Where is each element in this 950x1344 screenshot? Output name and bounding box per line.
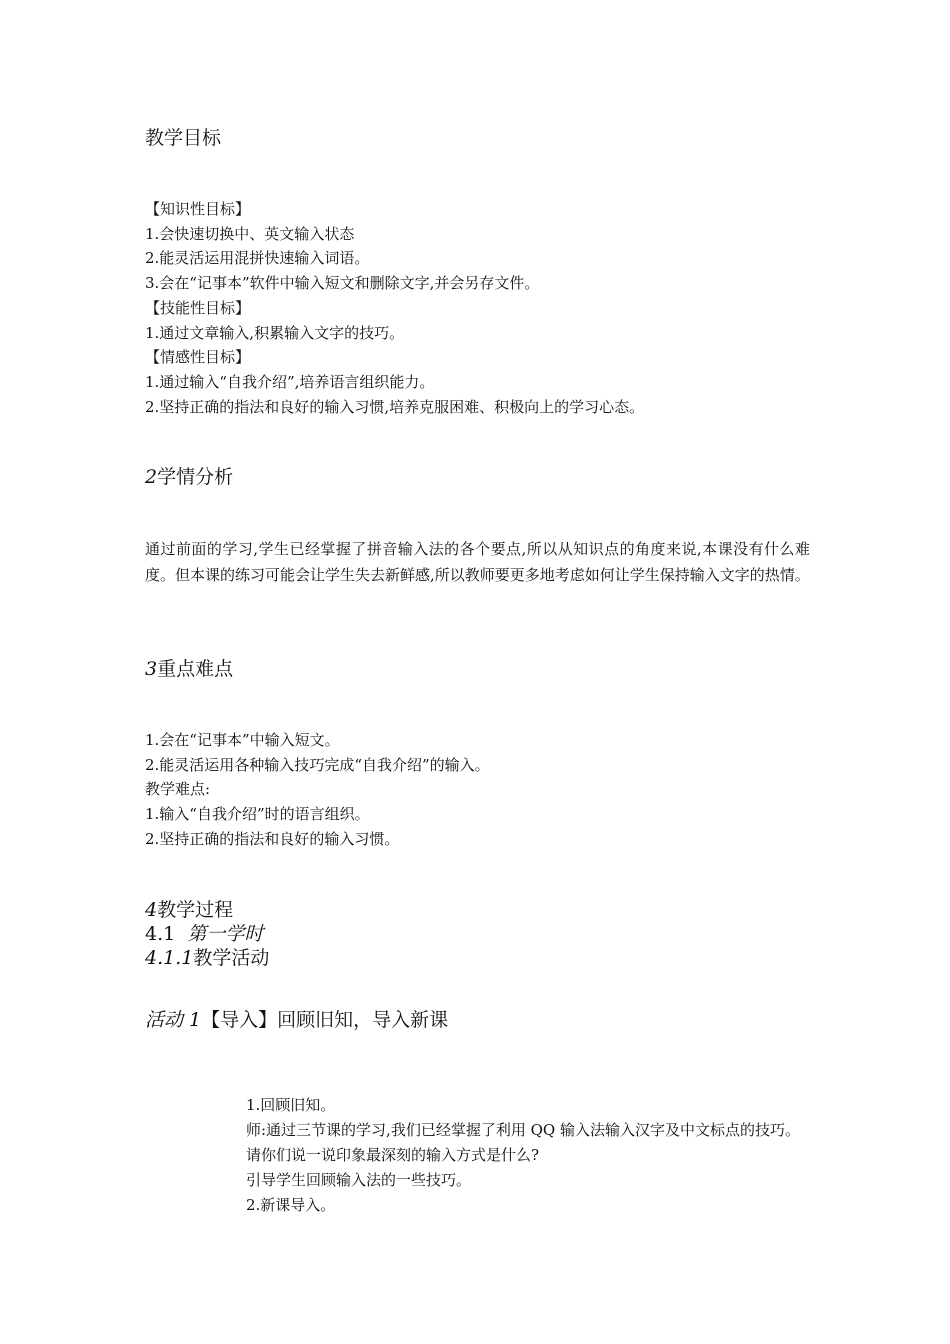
- activity-line: 1.回顾旧知。: [246, 1096, 336, 1114]
- keypoints-number: 3: [145, 658, 158, 680]
- process-heading: [145, 898, 233, 922]
- process-subsub-title: 教学活动: [193, 947, 270, 969]
- analysis-title: 学情分析: [157, 466, 234, 488]
- keypoints-title: 重点难点: [157, 658, 234, 680]
- difficulty-item: 1.输入“自我介绍”时的语言组织。: [145, 805, 370, 823]
- analysis-heading: [145, 465, 233, 489]
- process-subsubheading: [145, 946, 269, 970]
- process-number: 4: [145, 899, 158, 921]
- activity-title: 【导入】回顾旧知，导入新课: [201, 1009, 449, 1031]
- activity-line: 引导学生回顾输入法的一些技巧。: [246, 1171, 472, 1189]
- activity-content: [246, 1093, 808, 1218]
- activity-line: 师:通过三节课的学习,我们已经掌握了利用 QQ 输入法输入汉字及中文标点的技巧。请你们说一说印象最深刻的输入方式是什么?: [246, 1121, 800, 1164]
- skill-item: 1.通过文章输入,积累输入文字的技巧。: [145, 324, 405, 342]
- emotion-label: 【情感性目标】: [145, 348, 251, 366]
- activity-prefix: 活动 1: [145, 1009, 202, 1031]
- knowledge-item: 2.能灵活运用混拼快速输入词语。: [145, 249, 370, 267]
- keypoint-item: 1.会在“记事本”中输入短文。: [145, 731, 340, 749]
- process-title: 教学过程: [157, 899, 234, 921]
- keypoint-item: 2.能灵活运用各种输入技巧完成“自我介绍”的输入。: [145, 756, 490, 774]
- emotion-item: 2.坚持正确的指法和良好的输入习惯,培养克服困难、积极向上的学习心态。: [145, 398, 645, 416]
- keypoints-heading: [145, 657, 233, 681]
- objectives-heading: [145, 126, 221, 150]
- process-sub-title: 第一学时: [187, 923, 264, 945]
- activity-heading: [145, 1008, 448, 1032]
- objectives-title: 教学目标: [145, 127, 222, 149]
- process-subheading: [145, 922, 263, 946]
- process-subsub-number: 4.1.1: [145, 947, 194, 969]
- difficulty-item: 2.坚持正确的指法和良好的输入习惯。: [145, 830, 400, 848]
- emotion-item: 1.通过输入“自我介绍”,培养语言组织能力。: [145, 373, 435, 391]
- knowledge-item: 3.会在“记事本”软件中输入短文和删除文字,并会另存文件。: [145, 274, 540, 292]
- difficulty-label: 教学难点:: [145, 780, 211, 798]
- activity-line: 2.新课导入。: [246, 1196, 336, 1214]
- knowledge-label: 【知识性目标】: [145, 200, 251, 218]
- skill-label: 【技能性目标】: [145, 299, 251, 317]
- knowledge-item: 1.会快速切换中、英文输入状态: [145, 225, 355, 243]
- process-sub-number: 4.1: [145, 923, 176, 945]
- analysis-number: 2: [145, 466, 158, 488]
- analysis-body: 通过前面的学习,学生已经掌握了拼音输入法的各个要点,所以从知识点的角度来说,本课没有什么难度。但本课的练习可能会让学生失去新鲜感,所以教师要更多地考虑如何让学生保持输入文字的热情。: [145, 540, 810, 584]
